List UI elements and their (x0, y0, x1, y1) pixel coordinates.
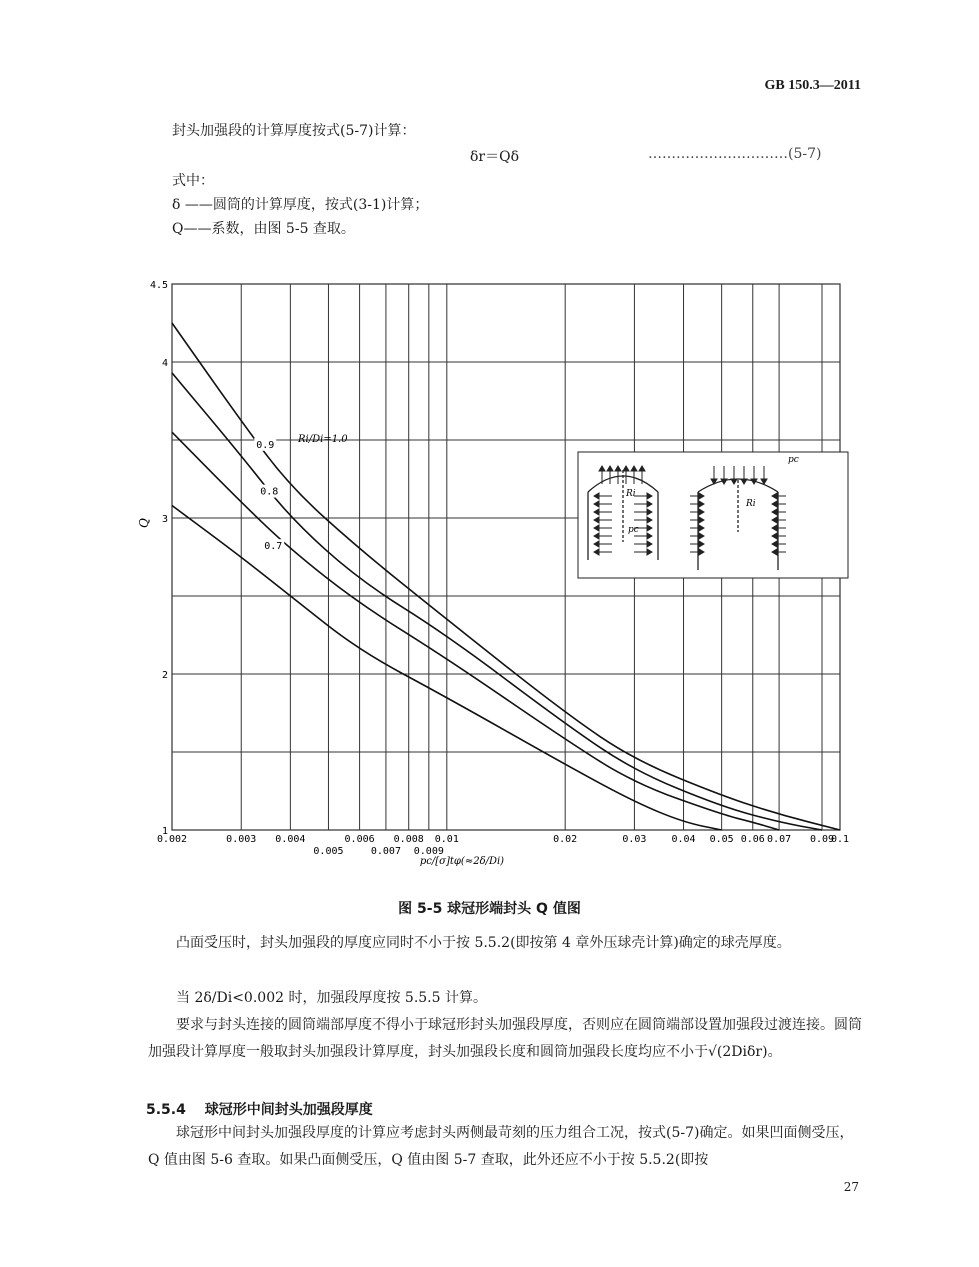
formula-number: …………………………(5-7) (648, 146, 822, 162)
y-tick-label: 4 (161, 358, 168, 369)
paragraph-ratio: 当 2δ/Di<0.002 时，加强段厚度按 5.5.5 计算。 (176, 990, 487, 1006)
x-tick-label: 0.02 (553, 834, 578, 845)
curve-label-0.7: 0.7 (264, 541, 283, 553)
chart-canvas (120, 270, 860, 870)
standard-number: GB 150.3—2011 (764, 78, 861, 93)
x-tick-label: 0.006 (344, 834, 375, 845)
y-axis-label: Q (137, 518, 151, 528)
x-tick-label: 0.06 (740, 834, 765, 845)
y-tick-label: 1 (161, 826, 168, 837)
curve-label-0.9: 0.9 (256, 439, 275, 451)
inset-label-pc-2: pc (788, 455, 799, 465)
y-tick-label: 2 (161, 670, 168, 681)
inset-diagram (578, 452, 848, 578)
x-tick-label: 0.01 (434, 834, 459, 845)
x-tick-label: 0.05 (709, 834, 734, 845)
paragraph-cylinder: 要求与封头连接的圆筒端部厚度不得小于球冠形封头加强段厚度，否则应在圆筒端部设置加强段过渡连接。圆筒加强段计算厚度一般取封头加强段计算厚度，封头加强段长度和圆筒加强段长度均应不小于√(2Diδr)。 (148, 1017, 862, 1060)
figure-caption: 图 5-5 球冠形端封头 Q 值图 (398, 901, 581, 917)
x-tick-label: 0.09 (809, 834, 835, 845)
intro-line: 封头加强段的计算厚度按式(5-7)计算： (172, 123, 416, 139)
x-axis-label: pc/[σ]tφ(≈2δ/Di) (419, 856, 505, 867)
x-tick-label: 0.07 (767, 834, 792, 845)
ratio-label: Ri/Di=1.0 (298, 434, 348, 445)
definition-q: Q——系数，由图 5-5 查取。 (172, 221, 355, 237)
curve-label-0.8: 0.8 (260, 486, 279, 498)
section-title: 球冠形中间封头加强段厚度 (204, 1102, 373, 1118)
x-tick-label: 0.004 (275, 834, 306, 845)
x-tick-label: 0.003 (226, 834, 257, 845)
inset-label-ri-2: Ri (746, 499, 756, 509)
x-tick-label: 0.1 (830, 834, 850, 845)
y-tick-label: 3 (161, 514, 168, 525)
x-tick-label: 0.009 (413, 846, 444, 857)
inset-label-pc-1: pc (628, 525, 639, 535)
definition-delta: δ ——圆筒的计算厚度，按式(3-1)计算； (172, 197, 429, 213)
formula: δr＝Qδ (470, 149, 520, 165)
y-tick-label: 4.5 (149, 280, 168, 291)
x-tick-label: 0.007 (370, 846, 401, 857)
q-value-chart (120, 270, 860, 870)
paragraph-middle-head: 球冠形中间封头加强段厚度的计算应考虑封头两侧最苛刻的压力组合工况，按式(5-7)确定。如果凹面侧受压，Q 值由图 5-6 查取。如果凸面侧受压，Q 值由图 5-7 查取，此外还应不小于按 5.5.2(即按 (148, 1125, 854, 1168)
x-tick-label: 0.008 (393, 834, 424, 845)
x-tick-label: 0.04 (671, 834, 696, 845)
x-tick-label: 0.002 (156, 834, 188, 845)
section-number: 5.5.4 (146, 1102, 186, 1118)
inset-label-ri-1: Ri (626, 489, 636, 499)
x-tick-label: 0.005 (313, 846, 344, 857)
page-number: 27 (843, 1180, 859, 1194)
where-label: 式中： (172, 173, 214, 189)
x-tick-label: 0.03 (622, 834, 647, 845)
paragraph-convex: 凸面受压时，封头加强段的厚度应同时不小于按 5.5.2(即按第 4 章外压球壳计算)确定的球壳厚度。 (176, 935, 791, 951)
